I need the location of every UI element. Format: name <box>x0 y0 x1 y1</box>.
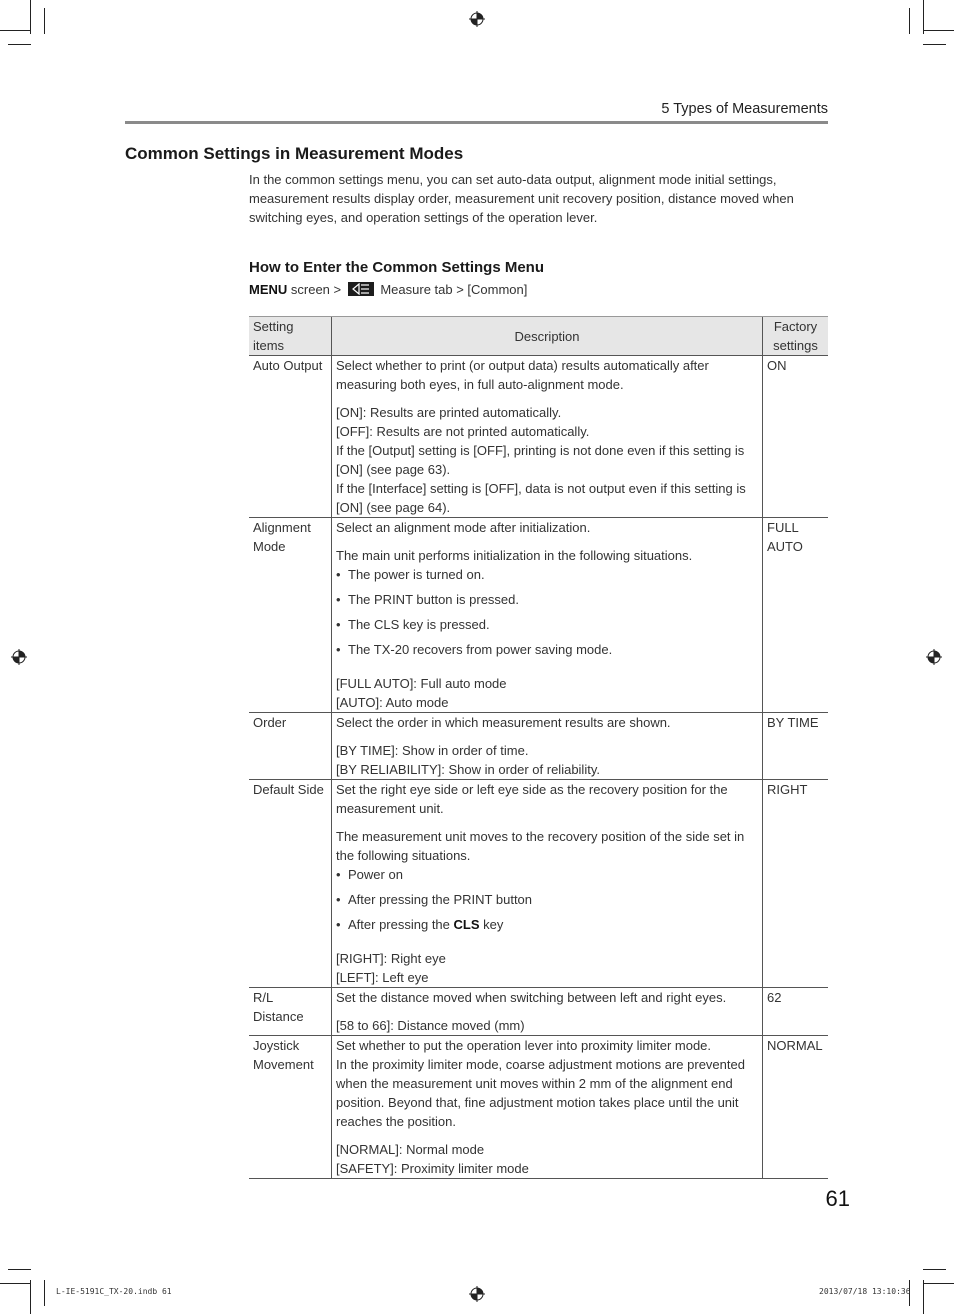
setting-note: If the [Interface] setting is [OFF], data is not output even if this setting is [ON] (see page 64). <box>336 481 746 515</box>
setting-item-name: Auto Output <box>253 358 323 373</box>
setting-note: If the [Output] setting is [OFF], printing is not done even if this setting is [ON] (see page 63). <box>336 443 745 477</box>
crop-mark <box>0 30 31 31</box>
registration-target-icon <box>11 649 27 665</box>
list-item: • The PRINT button is pressed. <box>336 590 759 609</box>
setting-description: Select an alignment mode after initialization. <box>336 520 591 535</box>
setting-option: [LEFT]: Left eye <box>336 970 429 985</box>
setting-option: [ON]: Results are printed automatically. <box>336 405 562 420</box>
factory-setting-value: FULL AUTO <box>767 520 803 554</box>
subsection-title: How to Enter the Common Settings Menu <box>249 259 544 276</box>
list-item: • The CLS key is pressed. <box>336 615 759 634</box>
setting-option: [BY TIME]: Show in order of time. <box>336 743 529 758</box>
menu-keyword: MENU <box>249 282 288 297</box>
setting-option: [OFF]: Results are not printed automatically. <box>336 424 590 439</box>
table-header-row <box>249 317 828 356</box>
cls-key-label: CLS <box>453 917 480 932</box>
crop-mark <box>8 1269 31 1270</box>
table-row-joystick-movement <box>249 1036 828 1179</box>
crop-mark <box>30 0 31 34</box>
list-item: • Power on <box>336 865 759 884</box>
factory-setting-value: BY TIME <box>767 715 819 730</box>
crop-mark <box>923 1269 946 1270</box>
setting-description: The measurement unit moves to the recovery position of the side set in the following situations. <box>336 829 745 863</box>
setting-description: Set the distance moved when switching between left and right eyes. <box>336 990 727 1005</box>
setting-item-name: R/L Distance <box>253 990 304 1024</box>
header-setting-items: Setting items <box>249 317 332 356</box>
setting-description: Select whether to print (or output data) results automatically after measuring both eyes, in full auto-alignment mode. <box>336 358 709 392</box>
factory-setting-value: ON <box>767 358 787 373</box>
footer-file-slug: L-IE-5191C_TX-20.indb 61 <box>56 1287 172 1296</box>
setting-item-name: Joystick Movement <box>253 1038 314 1072</box>
setting-option: [FULL AUTO]: Full auto mode <box>336 676 507 691</box>
header-factory-settings: Factory settings <box>763 317 829 356</box>
crop-mark <box>909 8 910 34</box>
list-item: • The TX-20 recovers from power saving mode. <box>336 640 759 659</box>
table-row-auto-output <box>249 356 828 518</box>
table-row-order <box>249 713 828 780</box>
footer-datetime: 2013/07/18 13:10:36 <box>819 1287 911 1296</box>
factory-setting-value: RIGHT <box>767 782 808 797</box>
header-rule <box>125 121 828 124</box>
setting-description: Set whether to put the operation lever into proximity limiter mode. <box>336 1038 712 1053</box>
crop-mark <box>923 1280 924 1314</box>
crop-mark <box>44 1280 45 1306</box>
setting-option: [NORMAL]: Normal mode <box>336 1142 485 1157</box>
factory-setting-value: NORMAL <box>767 1038 823 1053</box>
setting-option: [SAFETY]: Proximity limiter mode <box>336 1161 529 1176</box>
page-number: 61 <box>825 1186 850 1211</box>
measure-tab-icon <box>348 282 374 296</box>
crop-mark <box>923 1283 954 1284</box>
setting-description: Select the order in which measurement results are shown. <box>336 715 671 730</box>
list-item: • After pressing the PRINT button <box>336 890 759 909</box>
list-item: • The power is turned on. <box>336 565 759 584</box>
factory-setting-value: 62 <box>767 990 782 1005</box>
registration-target-icon <box>926 649 942 665</box>
setting-option: [RIGHT]: Right eye <box>336 951 446 966</box>
crop-mark <box>923 44 946 45</box>
registration-target-icon <box>469 11 485 27</box>
menu-path-text: Measure tab > [Common] <box>376 282 528 297</box>
setting-item-name: Order <box>253 715 287 730</box>
setting-option: [58 to 66]: Distance moved (mm) <box>336 1018 525 1033</box>
crop-mark <box>0 1283 31 1284</box>
chapter-header: 5 Types of Measurements <box>661 101 828 117</box>
setting-description: In the proximity limiter mode, coarse adjustment motions are prevented when the measurement unit moves within 2 mm of the alignment end position. Beyond that, fine adjustment motion takes place until the unit reaches the position. <box>336 1057 745 1129</box>
setting-item-name: Alignment Mode <box>253 520 311 554</box>
setting-item-name: Default Side <box>253 782 324 797</box>
setting-description: The main unit performs initialization in the following situations. <box>336 548 693 563</box>
setting-description: Set the right eye side or left eye side as the recovery position for the measurement unit. <box>336 782 728 816</box>
crop-mark <box>8 44 31 45</box>
crop-mark <box>923 0 924 34</box>
table-row-default-side <box>249 780 828 988</box>
common-settings-table <box>249 316 828 1179</box>
list-item: • After pressing the CLS key <box>336 915 759 934</box>
section-title: Common Settings in Measurement Modes <box>125 144 464 163</box>
setting-option: [BY RELIABILITY]: Show in order of reliability. <box>336 762 600 777</box>
setting-option: [AUTO]: Auto mode <box>336 695 449 710</box>
menu-path <box>249 282 527 297</box>
registration-target-icon <box>469 1286 485 1302</box>
crop-mark <box>30 1280 31 1314</box>
table-row-rl-distance <box>249 988 828 1036</box>
crop-mark <box>923 30 954 31</box>
menu-path-text: screen > <box>287 282 345 297</box>
crop-mark <box>44 8 45 34</box>
table-row-alignment-mode <box>249 518 828 713</box>
section-intro: In the common settings menu, you can set auto-data output, alignment mode initial settings, measurement results display order, measurement unit recovery position, distance moved when switching eyes, and operation settings of the operation lever. <box>249 172 794 225</box>
header-description: Description <box>332 317 763 356</box>
